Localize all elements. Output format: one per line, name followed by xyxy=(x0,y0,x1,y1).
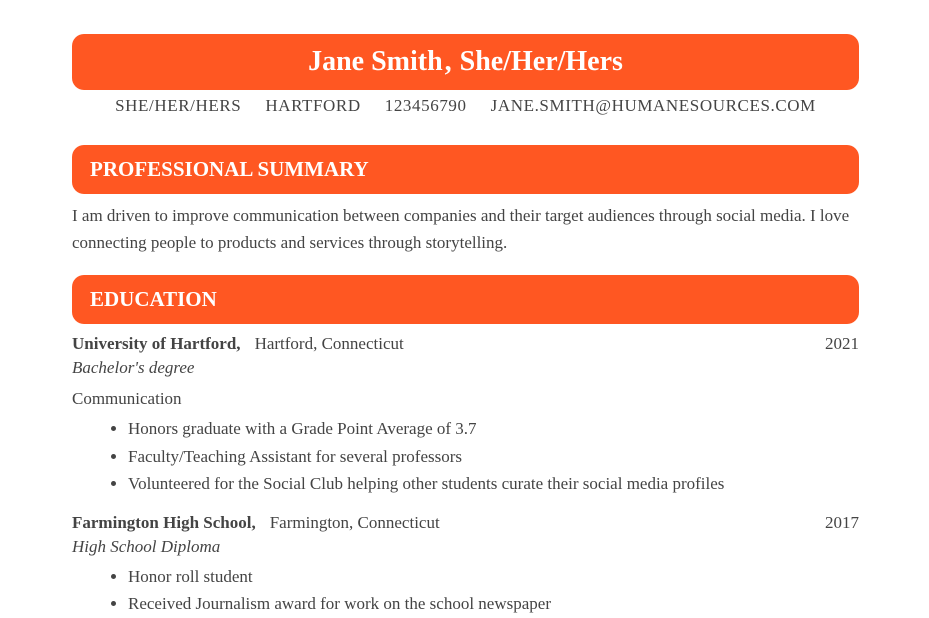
achievement-item: • Honor roll student xyxy=(128,563,859,591)
education-heading-text: EDUCATION xyxy=(90,287,217,311)
achievements-list xyxy=(72,563,859,618)
name-banner xyxy=(72,34,859,90)
degree: High School Diploma xyxy=(72,536,221,556)
degree: Bachelor's degree xyxy=(72,358,195,377)
achievement-item: • Received Journalism award for work on the school newspaper xyxy=(128,590,859,618)
name-separator: , xyxy=(444,46,452,77)
contact-row xyxy=(72,96,859,116)
graduation-year: 2017 xyxy=(825,512,859,532)
contact-city: HARTFORD xyxy=(265,96,361,115)
field-of-study: Communication xyxy=(72,389,182,408)
summary-heading xyxy=(72,145,859,194)
education-entry-header xyxy=(72,332,859,356)
education-heading xyxy=(72,275,859,324)
graduation-year: 2021 xyxy=(825,334,859,353)
achievement-item: • Faculty/Teaching Assistant for several professors xyxy=(128,443,859,471)
achievement-item: • Honors graduate with a Grade Point Average of 3.7 xyxy=(128,415,859,443)
contact-email[interactable]: JANE.SMITH@HUMANESOURCES.COM xyxy=(490,96,816,115)
achievement-item: • Volunteered for the Social Club helping other students curate their social media profiles xyxy=(128,470,859,498)
school-location: Farmington, Connecticut xyxy=(269,512,440,532)
contact-pronouns: SHE/HER/HERS xyxy=(115,96,242,115)
education-entry xyxy=(72,511,859,618)
school-name: Farmington High School, xyxy=(72,512,256,532)
summary-heading-text: PROFESSIONAL SUMMARY xyxy=(90,157,369,181)
candidate-name: Jane Smith xyxy=(308,46,443,77)
achievements-list xyxy=(72,415,859,498)
resume-page xyxy=(72,34,859,618)
school-name: University of Hartford, xyxy=(72,334,241,353)
candidate-pronouns: She/Her/Hers xyxy=(459,46,623,77)
contact-phone: 123456790 xyxy=(384,96,467,115)
summary-text: I am driven to improve communication between companies and their target audiences through social media. I love connecting people to products and services through storytelling. xyxy=(72,206,850,252)
school-location: Hartford, Connecticut xyxy=(254,334,404,353)
education-entry-header xyxy=(72,511,859,535)
education-entry xyxy=(72,332,859,498)
